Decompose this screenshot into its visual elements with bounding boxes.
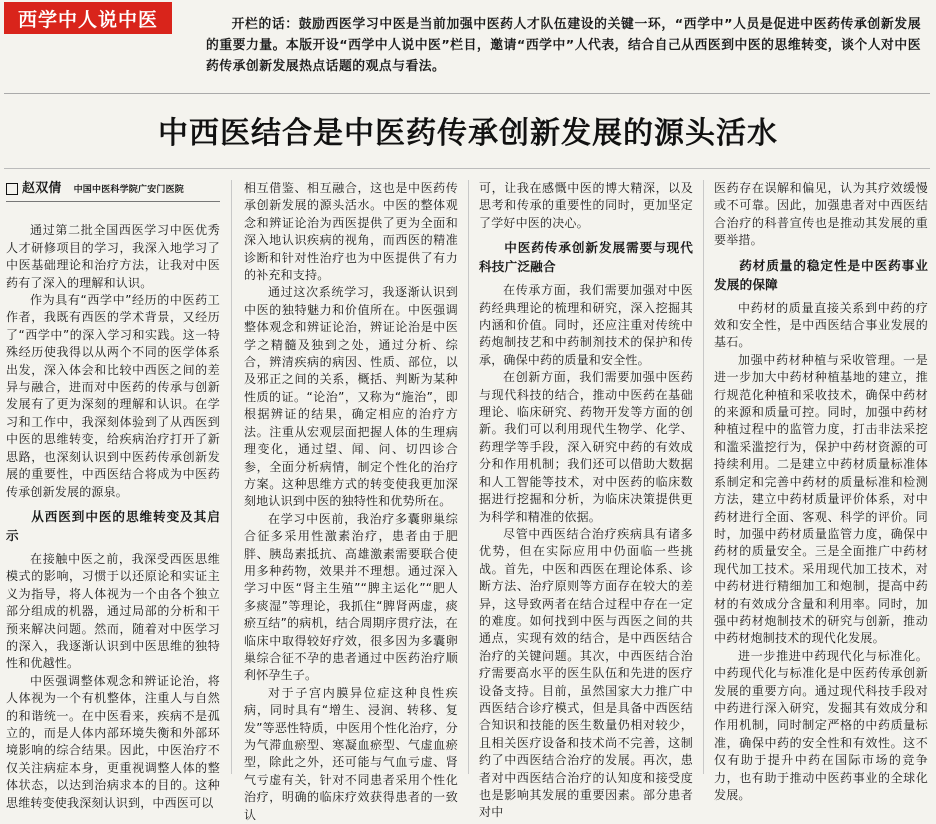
paragraph: 中医强调整体观念和辨证论治，将人体视为一个有机整体，注重人与自然的和谐统一。在中医看来，疾病不是孤立的，而是人体内部环境失衡和外部环境影响的综合结果。因此，中医治疗不仅关注病症本身，更重视调整人体的整体状态，以达到治病求本的目的。这种思维转变使我深刻认识到，中西医可以 <box>6 673 220 810</box>
byline <box>6 180 220 202</box>
article-column-2 <box>244 180 458 822</box>
byline-square-icon <box>6 183 18 195</box>
column-divider <box>468 180 469 774</box>
header-divider <box>4 93 930 94</box>
paragraph: 在学习中医前，我治疗多囊卵巢综合征多采用性激素治疗，患者由于肥胖、胰岛素抵抗、高雄激素需要联合使用多种药物，效果并不理想。通过深入学习中医“肾主生殖”“脾主运化”“肥人多痰湿”等理论，我抓住“脾肾两虚，痰瘀互结”的病机，结合周期序贯疗法，在临床中取得较好疗效，很多因为多囊卵巢综合征不孕的患者通过中医药治疗顺利怀孕生子。 <box>244 511 458 683</box>
intro-lead: 开栏的话： <box>231 17 299 32</box>
paragraph: 进一步推进中药现代化与标准化。中药现代化与标准化是中医药传承创新发展的重要方向。通过现代科技手段对中药进行深入研究，发掘其有效成分和作用机制，同时制定严格的中药质量标准，确保中药的安全性和有效性。这不仅有助于提升中药在国际市场的竞争力，也有助于推动中医药事业的全球化发展。 <box>714 648 928 802</box>
intro-paragraph <box>206 14 921 77</box>
article-title: 中西医结合是中医药传承创新发展的源头活水 <box>158 116 778 151</box>
section-heading: 中医药传承创新发展需要与现代科技广泛融合 <box>479 240 693 275</box>
paragraph: 加强中药材种植与采收管理。一是进一步加大中药材种植基地的建立，推行规范化种植和采收技术，确保中药材的来源和质量可控。同时，加强中药材种植过程中的监管力度，打击非法采挖和滥采滥挖行为，保护中药材资源的可持续利用。二是建立中药材质量标准体系制定和完善中药材的质量标准和检测方法，建立中药材质量评价体系，对中药材进行全面、客观、科学的评价。同时，加强中药材质量监管力度，确保中药材的质量安全。三是全面推广中药材现代加工技术。采用现代加工技术，对中药材进行精细加工和炮制，提高中药材的有效成分含量和利用率。同时，加强中药材炮制技术的研究与创新，推动中药材炮制技术的现代化发展。 <box>714 352 928 646</box>
paragraph: 尽管中西医结合治疗疾病具有诸多优势，但在实际应用中仍面临一些挑战。首先，中医和西医在理论体系、诊断方法、治疗原则等方面存在较大的差异，这导致两者在结合过程中存在一定的难度。如何找到中医与西医之间的共通点，实现有效的结合，是中西医结合治疗的关键问题。其次，中西医结合治疗需要高水平的医生队伍和先进的医疗设备支持。目前，虽然国家大力推广中西医结合诊疗模式，但是具备中西医结合知识和技能的医生数量仍相对较少，且相关医疗设备和技术尚不完善，这制约了中西医结合治疗的发展。再次，患者对中西医结合治疗的认知度和接受度也是影响其发展的重要因素。部分患者对中 <box>479 526 693 820</box>
column-header <box>0 0 936 105</box>
author-name: 赵双倩 <box>22 181 62 196</box>
paragraph: 在接触中医之前，我深受西医思维模式的影响，习惯于以还原论和实证主义为指导，将人体视为一个由各个独立部分组成的机器，通过局部的分析和干预来解决问题。然而，随着对中医学习的深入，我逐渐认识到中医思维的独特性和优越性。 <box>6 551 220 671</box>
column-tag: 西学中人说中医 <box>4 2 172 34</box>
paragraph: 可，让我在感慨中医的博大精深，以及思考和传承的重要性的同时，更加坚定了学好中医的决心。 <box>479 181 693 230</box>
paragraph: 通过这次系统学习，我逐渐认识到中医的独特魅力和价值所在。中医强调整体观念和辨证论治，辨证论治是中医学之精髓及独到之处，通过分析、综合，辨清疾病的病因、性质、部位，以及邪正之间的关系，概括、判断为某种性质的证。“论治”，又称为“施治”，即根据辨证的结果，确定相应的治疗方法。注重从宏观层面把握人体的生理病理变化，通过望、闻、问、切四诊合参，全面分析病情，制定个性化的治疗方案。这种思维方式的转变使我更加深刻地认识到中医的独特性和优势所在。 <box>244 285 458 509</box>
section-heading: 从西医到中医的思维转变及其启示 <box>6 508 220 543</box>
paragraph: 在创新方面，我们需要加强中医药与现代科技的结合，推动中医药在基础理论、临床研究、药物开发等方面的创新。我们可以利用现代生物学、化学、药理学等手段，深入研究中药的有效成分和作用机制；我们还可以借助大数据和人工智能等技术，对中医药的临床数据进行挖掘和分析，为临床决策提供更为科学和精准的依据。 <box>479 370 693 524</box>
intro-text: 鼓励西医学习中医是当前加强中医药人才队伍建设的关键一环，“西学中”人员是促进中医药传承创新发展的重要力量。本版开设“西学中人说中医”栏目，邀请“西学中”人代表，结合自己从西医到中医的思维转变，谈个人对中医药传承创新发展热点话题的观点与看法。 <box>206 17 922 74</box>
author-affiliation: 中国中医科学院广安门医院 <box>73 185 185 195</box>
article-column-1 <box>6 180 220 810</box>
section-heading: 药材质量的稳定性是中医药事业发展的保障 <box>714 257 928 292</box>
title-divider <box>4 168 930 169</box>
paragraph: 医药存在误解和偏见，认为其疗效缓慢或不可靠。因此，加强患者对中西医结合治疗的科普宣传也是推动其发展的重要举措。 <box>714 181 928 248</box>
paragraph: 相互借鉴、相互融合，这也是中医药传承创新发展的源头活水。中医的整体观念和辨证论治为西医提供了更为全面和深入地认识疾病的视角，而西医的精准诊断和针对性治疗也为中医提供了有力的补充和支持。 <box>244 181 458 283</box>
column-divider <box>703 180 704 774</box>
column-divider <box>231 180 232 774</box>
article-column-4 <box>714 180 928 802</box>
paragraph: 在传承方面，我们需要加强对中医药经典理论的梳理和研究，深入挖掘其内涵和价值。同时，还应注重对传统中药炮制技艺和中药制剂技术的保护和传承，确保中药的质量和安全性。 <box>479 283 693 367</box>
paragraph: 中药材的质量直接关系到中药的疗效和安全性，是中西医结合事业发展的基石。 <box>714 300 928 350</box>
paragraph: 对于子宫内膜异位症这种良性疾病，同时具有“增生、浸润、转移、复发”等恶性特质，中医用个性化治疗，分为气滞血瘀型、寒凝血瘀型、气虚血瘀型，除此之外，还可能与气血亏虚、肾气亏虚有关，针对不同患者采用个性化治疗，明确的临床疗效获得患者的一致认 <box>244 685 458 822</box>
article-column-3 <box>479 180 693 820</box>
paragraph: 作为具有“西学中”经历的中医药工作者，我既有西医的学术背景，又经历了“西学中”的深入学习和实践。这一特殊经历使我得以从两个不同的医学体系出发，深入体会和比较中西医之间的差异与融合，进而对中医药的传承与创新发展有了更为深刻的理解和认识。在学习和工作中，我深刻体验到了从西医到中医的思维转变，给疾病治疗打开了新思路，也深刻认识到中医药传承创新发展的重要性，中西医结合将成为中医药传承创新发展的源泉。 <box>6 293 220 499</box>
paragraph: 通过第二批全国西医学习中医优秀人才研修项目的学习，我深入地学习了中医基础理论和治疗方法，让我对中医药有了深入的理解和认识。 <box>6 223 220 290</box>
